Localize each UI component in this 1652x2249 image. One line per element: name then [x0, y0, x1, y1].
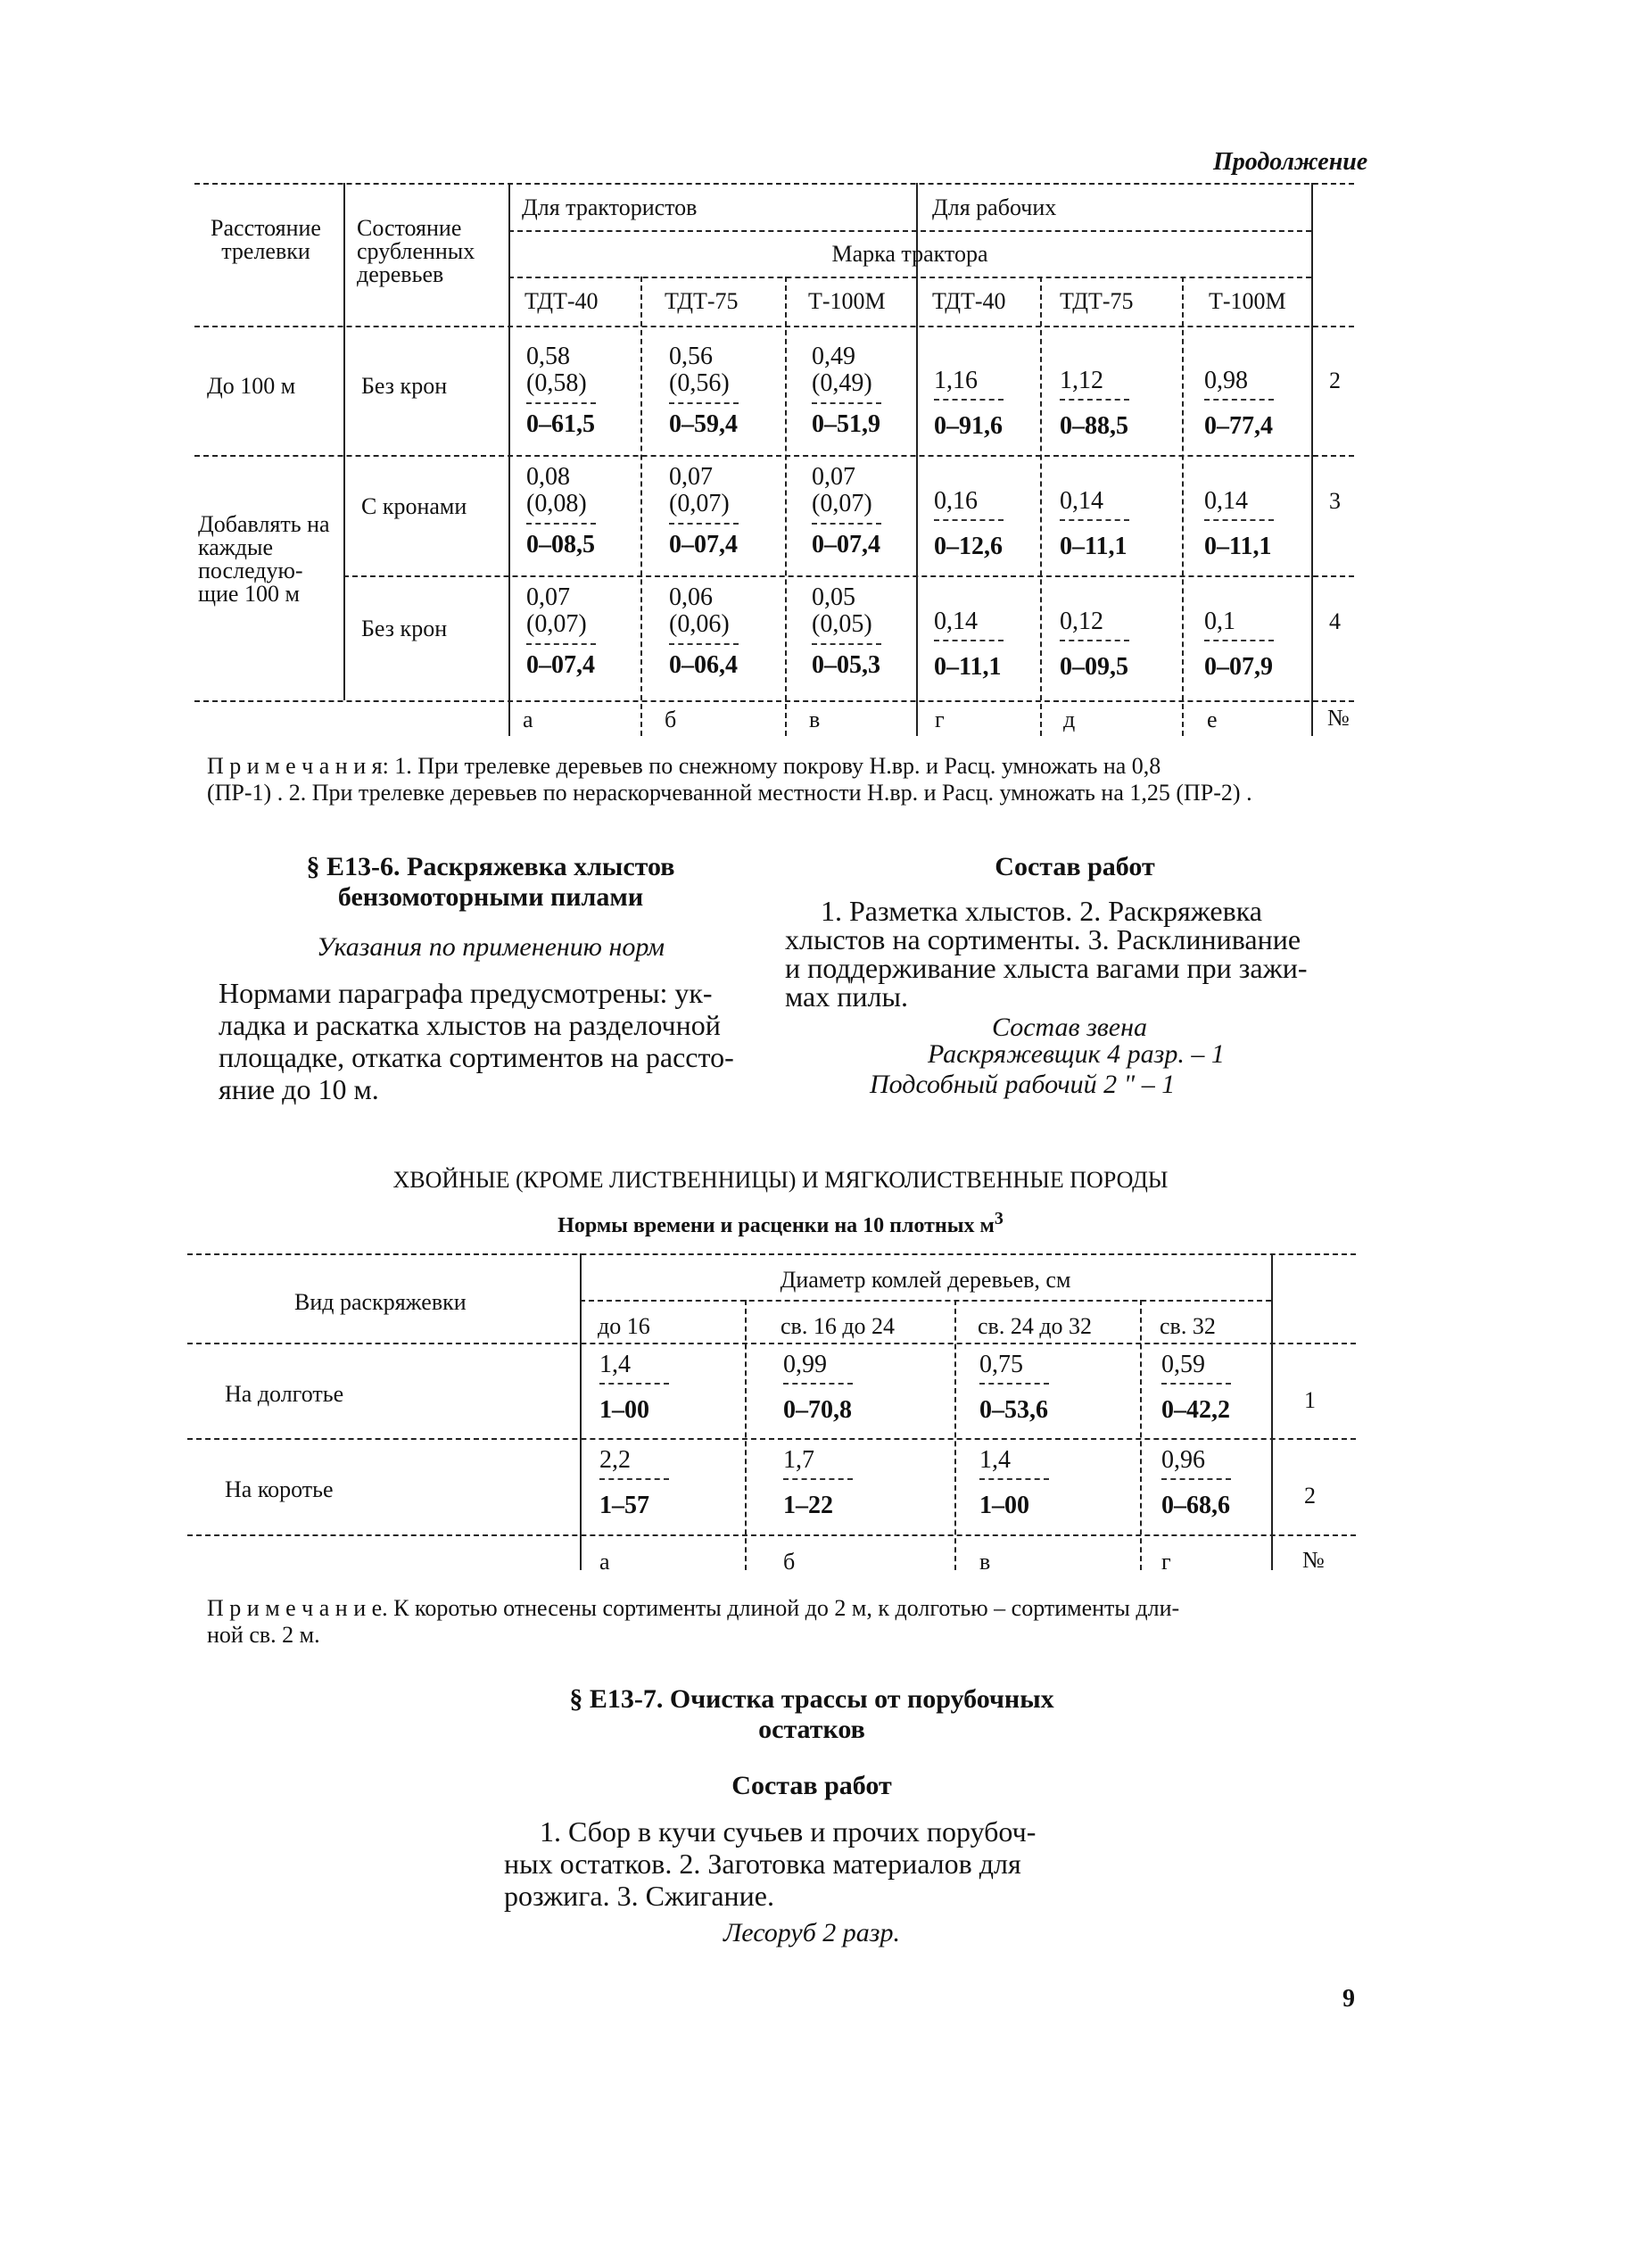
text-line: хлыстов на сортименты. 3. Расклинивание [785, 923, 1301, 955]
cell-value: (0,07) [669, 490, 730, 517]
subheading-text: Нормы времени и расценки на 10 плотных м [558, 1214, 995, 1237]
cell-rate: 0–06,4 [669, 651, 738, 679]
cell-value: 0,14 [1060, 487, 1103, 515]
cell-rate: 0–51,9 [812, 410, 880, 438]
note-line: (ПР-1) . 2. При трелевке деревьев по нераскорчеванной местности Н.вр. и Расц. умножать на 1,25 (ПР-2) . [207, 780, 1252, 806]
cell-rate: 0–42,2 [1161, 1396, 1230, 1424]
section-7-crew: Лесоруб 2 разр. [723, 1918, 901, 1947]
table-rule [785, 277, 787, 736]
state-label: С кронами [361, 493, 467, 519]
column-letter: а [523, 707, 533, 732]
table-rule [1040, 277, 1042, 736]
table-cell [812, 343, 881, 438]
table-cell [1204, 608, 1274, 681]
table-rule [194, 455, 1354, 457]
row-number: 2 [1304, 1483, 1316, 1509]
title-line: § Е13-6. Раскряжевка хлыстов [306, 852, 675, 881]
cell-rate: 0–07,4 [669, 531, 738, 558]
cell-rate: 0–68,6 [1161, 1492, 1230, 1519]
page-number: 9 [1342, 1985, 1355, 2013]
column-letter: д [1063, 707, 1076, 732]
table-cell [1161, 1352, 1231, 1424]
table-rule [1271, 1253, 1273, 1570]
column-letter: в [979, 1549, 991, 1575]
row-label: На коротье [225, 1476, 334, 1502]
table-rule [194, 183, 1354, 185]
cell-value: 0,96 [1161, 1446, 1205, 1474]
cell-value: (0,58) [526, 369, 587, 397]
table-cell [934, 368, 1004, 440]
cell-rate: 1–00 [599, 1396, 649, 1424]
group-header-tractor: Для трактористов [522, 194, 698, 220]
diameter-header: св. 24 до 32 [978, 1313, 1093, 1339]
note-line: П р и м е ч а н и я: 1. При трелевке деревьев по снежному покрову Н.вр. и Расц. умножать на 0,8 [207, 753, 1161, 779]
table-cell [526, 343, 596, 438]
text-line: мах пилы. [785, 980, 908, 1013]
section-7-work-text [504, 1815, 1128, 1912]
note-1 [207, 753, 1375, 806]
cell-value: 0,1 [1204, 608, 1235, 635]
work-composition-text [785, 897, 1374, 1011]
crew-composition [870, 1039, 1225, 1100]
table-rule [187, 1253, 1356, 1255]
table-rule [580, 1300, 1271, 1302]
table-cell [1204, 368, 1274, 440]
cell-value: 2,2 [599, 1446, 631, 1474]
number-column-label: № [1327, 705, 1350, 731]
table-cell [1204, 488, 1274, 560]
text-line: 1. Разметка хлыстов. 2. Раскряжевка [821, 895, 1262, 927]
brand-header: ТДТ-40 [525, 288, 599, 314]
cell-value: 1,16 [934, 367, 978, 394]
text-line: Нормами параграфа предусмотрены: ук- [219, 977, 713, 1009]
note-line: ной св. 2 м. [207, 1622, 320, 1648]
cell-value: (0,08) [526, 490, 587, 517]
text-line: ладка и раскатка хлыстов на разделочной [219, 1009, 721, 1041]
row-number: 3 [1329, 488, 1341, 514]
cell-rate: 0–88,5 [1060, 412, 1128, 440]
table-cell [669, 584, 739, 679]
distance-label: До 100 м [207, 373, 296, 399]
continuation-label: Продолжение [1213, 148, 1368, 176]
table-rule [508, 277, 1311, 278]
cell-rate: 0–53,6 [979, 1396, 1048, 1424]
cell-value: 0,16 [934, 487, 978, 515]
table-rule [640, 277, 642, 736]
text-line: площадке, откатка сортиментов на рассто- [219, 1041, 734, 1073]
cell-rate: 0–05,3 [812, 651, 880, 679]
cell-rate: 0–77,4 [1204, 412, 1273, 440]
note-line: П р и м е ч а н и е. К коротью отнесены сортименты длиной до 2 м, к долготью – сортименты дли- [207, 1595, 1180, 1621]
diameter-header: до 16 [598, 1313, 650, 1339]
table-cell [1060, 368, 1129, 440]
table-cell [812, 464, 881, 558]
text-line: розжига. 3. Сжигание. [504, 1880, 774, 1912]
column-letter: г [1161, 1549, 1171, 1575]
table-cell [783, 1352, 853, 1424]
cell-value: 0,12 [1060, 608, 1103, 635]
table-cell [599, 1447, 669, 1519]
number-column-label: № [1302, 1547, 1325, 1573]
cell-value: (0,06) [669, 610, 730, 638]
table-rule [194, 326, 1354, 327]
cell-value: 0,49 [812, 343, 855, 370]
cell-value: 0,58 [526, 343, 570, 370]
cell-value: 0,07 [812, 463, 855, 491]
table-cell [783, 1447, 853, 1519]
cell-rate: 0–70,8 [783, 1396, 852, 1424]
cell-value: 0,06 [669, 583, 713, 611]
column-letter: в [809, 707, 821, 732]
diameter-header: св. 16 до 24 [781, 1313, 896, 1339]
table-cell [669, 464, 739, 558]
section-6-title [214, 852, 767, 913]
crew-line: Раскряжевщик 4 разр. – 1 [928, 1039, 1225, 1069]
cell-rate: 0–11,1 [1204, 533, 1272, 560]
brand-header: Т-100М [808, 288, 886, 314]
brand-header: Т-100М [1209, 288, 1286, 314]
table-rule [343, 183, 345, 700]
cell-value: 1,4 [599, 1351, 631, 1378]
row-label: На долготье [225, 1381, 344, 1407]
col-header-distance: Расстояние трелевки [211, 215, 321, 264]
column-letter: б [783, 1549, 796, 1575]
cell-value: 0,59 [1161, 1351, 1205, 1378]
table-rule [187, 1534, 1356, 1536]
cell-rate: 0–91,6 [934, 412, 1003, 440]
cell-value: 0,98 [1204, 367, 1248, 394]
title-line: бензомоторными пилами [337, 882, 644, 912]
section-6-paragraph [219, 977, 772, 1105]
table-cell [934, 488, 1004, 560]
cell-rate: 0–08,5 [526, 531, 595, 558]
cell-value: (0,07) [526, 610, 587, 638]
cell-value: 0,99 [783, 1351, 827, 1378]
column-letter: е [1207, 707, 1218, 732]
brand-header: ТДТ-75 [1060, 288, 1134, 314]
cell-value: (0,56) [669, 369, 730, 397]
note-2 [207, 1595, 1375, 1649]
cell-value: 1,4 [979, 1446, 1011, 1474]
table-cell [1060, 488, 1129, 560]
table-cell [669, 343, 739, 438]
crew-line: Подсобный рабочий 2 " – 1 [870, 1070, 1176, 1099]
column-letter: г [935, 707, 945, 732]
cell-value: (0,49) [812, 369, 872, 397]
tractor-brand-header: Марка трактора [831, 241, 988, 267]
cell-rate: 0–11,1 [934, 653, 1002, 681]
group-header-workers: Для рабочих [932, 194, 1057, 220]
table-cell [934, 608, 1004, 681]
cell-value: 0,14 [934, 608, 978, 635]
row-number: 2 [1329, 368, 1341, 393]
cell-rate: 0–07,9 [1204, 653, 1273, 681]
cell-value: 0,08 [526, 463, 570, 491]
table-rule [343, 575, 1354, 577]
cell-value: 0,14 [1204, 487, 1248, 515]
cell-value: 0,07 [669, 463, 713, 491]
column-letter: б [665, 707, 677, 732]
table-rule [508, 230, 1311, 232]
table-cell [599, 1352, 669, 1424]
cell-rate: 1–00 [979, 1492, 1029, 1519]
table-cell [979, 1352, 1049, 1424]
cell-rate: 1–22 [783, 1492, 833, 1519]
cell-rate: 0–12,6 [934, 533, 1003, 560]
superscript: 3 [994, 1209, 1004, 1228]
text-line: и поддерживание хлыста вагами при зажи- [785, 952, 1308, 984]
table-cell [1060, 608, 1129, 681]
cell-value: 1,7 [783, 1446, 814, 1474]
row-number: 4 [1329, 608, 1341, 634]
table-rule [194, 700, 1354, 702]
title-line: остатков [758, 1715, 865, 1744]
brand-header: ТДТ-40 [932, 288, 1006, 314]
table-rule [1311, 183, 1313, 736]
table-cell [812, 584, 881, 679]
state-label: Без крон [361, 373, 448, 399]
table-rule [745, 1300, 747, 1570]
cell-rate: 0–11,1 [1060, 533, 1127, 560]
cell-rate: 1–57 [599, 1492, 649, 1519]
section-6-subtitle: Указания по применению норм [317, 932, 665, 962]
table-cell [526, 584, 596, 679]
cell-value: 0,56 [669, 343, 713, 370]
diameter-header: св. 32 [1160, 1313, 1216, 1339]
table-cell [1161, 1447, 1231, 1519]
work-composition-title: Состав работ [995, 852, 1155, 881]
text-line: ных остатков. 2. Заготовка материалов для [504, 1848, 1021, 1880]
table-rule [580, 1253, 582, 1570]
cell-value: 0,05 [812, 583, 855, 611]
state-label: Без крон [361, 616, 448, 641]
cell-rate: 0–59,4 [669, 410, 738, 438]
brand-header: ТДТ-75 [665, 288, 739, 314]
row-number: 1 [1304, 1387, 1316, 1413]
distance-label: Добавлять на каждые последую-щие 100 м [198, 511, 330, 607]
table-cell [979, 1447, 1049, 1519]
section-7-title [500, 1684, 1124, 1745]
title-line: § Е13-7. Очистка трассы от порубочных [569, 1684, 1054, 1714]
col-header-state: Состояние срубленных деревьев [357, 215, 475, 287]
cell-value: 0,75 [979, 1351, 1023, 1378]
table-2-heading: ХВОЙНЫЕ (КРОМЕ ЛИСТВЕННИЦЫ) И МЯГКОЛИСТВЕННЫЕ ПОРОДЫ [392, 1167, 1169, 1193]
cell-rate: 0–09,5 [1060, 653, 1128, 681]
table-rule [187, 1438, 1356, 1440]
table-rule [187, 1343, 1356, 1344]
table-2-subheading [178, 1209, 1383, 1238]
table-rule [1182, 277, 1184, 736]
table-rule [1140, 1300, 1142, 1570]
cell-rate: 0–61,5 [526, 410, 595, 438]
table-cell [526, 464, 596, 558]
table-rule [954, 1300, 956, 1570]
cell-value: 0,07 [526, 583, 570, 611]
cell-value: (0,07) [812, 490, 872, 517]
text-line: 1. Сбор в кучи сучьев и прочих порубоч- [540, 1815, 1037, 1848]
crew-title: Состав звена [992, 1013, 1148, 1042]
cell-value: 1,12 [1060, 367, 1103, 394]
cell-rate: 0–07,4 [526, 651, 595, 679]
cell-value: (0,05) [812, 610, 872, 638]
section-7-work-title: Состав работ [731, 1771, 892, 1800]
cell-rate: 0–07,4 [812, 531, 880, 558]
column-letter: а [599, 1549, 610, 1575]
text-line: яние до 10 м. [219, 1073, 379, 1105]
col-header-kind: Вид раскряжевки [294, 1289, 467, 1315]
col-header-diameter: Диаметр комлей деревьев, см [780, 1267, 1071, 1293]
